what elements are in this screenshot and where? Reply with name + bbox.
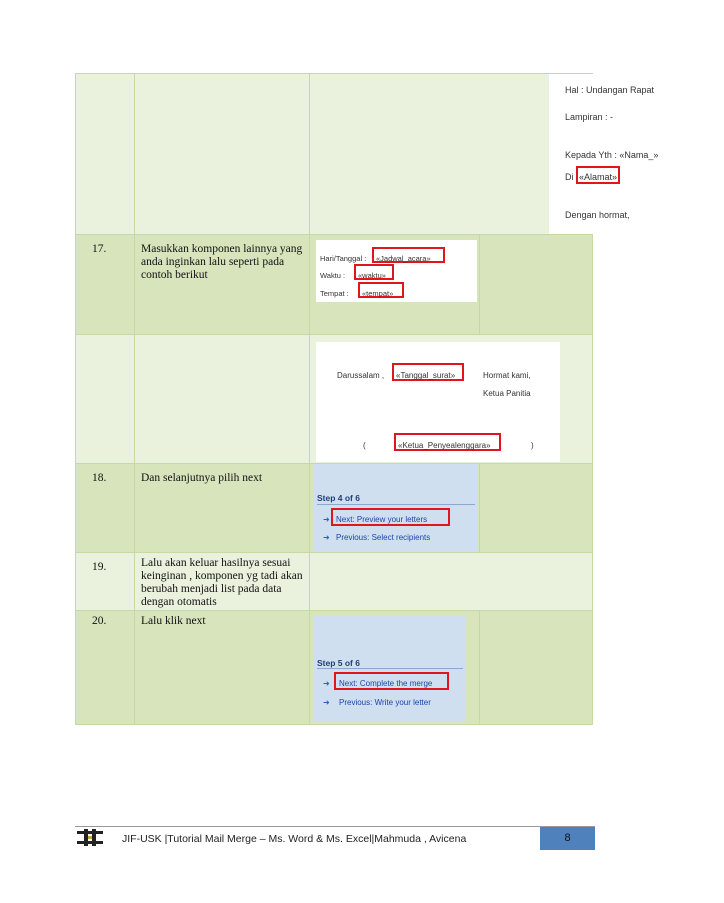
step-description: Dan selanjutnya pilih next: [135, 464, 310, 553]
step-number: 19.: [76, 553, 135, 611]
table-row: [76, 553, 593, 611]
table-row: [76, 235, 593, 335]
field-label: Waktu :: [320, 271, 346, 280]
wizard-step-title: Step 5 of 6: [317, 658, 360, 668]
step-number: 20.: [76, 611, 135, 725]
previous-link[interactable]: Previous: Select recipients: [336, 533, 431, 542]
field-label: Tempat :: [320, 289, 349, 298]
empty-cell: [480, 235, 593, 335]
step-number: [76, 335, 135, 464]
empty-cell: [480, 611, 593, 725]
step-description: [135, 335, 310, 464]
date-field: «Tanggal_surat»: [396, 371, 456, 380]
step-description: Lalu klik next: [135, 611, 310, 725]
field-value: «waktu»: [358, 271, 386, 280]
steps-table: [75, 73, 659, 725]
step-number: 18.: [76, 464, 135, 553]
signer-field: «Ketua_Penyealenggara»: [398, 441, 491, 450]
field-value: «Jadwal_acara»: [376, 254, 431, 263]
fields-screenshot: [310, 235, 480, 335]
field-value: «tempat»: [362, 289, 394, 298]
place-text: Darussalam ,: [337, 371, 385, 380]
footer-divider: [75, 826, 595, 827]
wizard-screenshot: [310, 464, 480, 553]
jif-logo-icon: [77, 829, 103, 846]
table-row: [76, 611, 593, 725]
letter-header-screenshot: [310, 74, 659, 235]
kepada-text: Kepada Yth : «Nama_»: [565, 150, 659, 160]
step-description: Masukkan komponen lainnya yang anda inginkan lalu seperti pada contoh berikut: [135, 235, 310, 335]
step-description: [135, 74, 310, 235]
wizard-step-title: Step 4 of 6: [317, 493, 360, 503]
hormat-text: Dengan hormat,: [565, 210, 630, 220]
table-row: [76, 464, 593, 553]
previous-link[interactable]: Previous: Write your letter: [339, 698, 431, 707]
empty-cell: [480, 464, 593, 553]
step-number: [76, 74, 135, 235]
table-row: [76, 74, 593, 235]
footer-text: JIF-USK |Tutorial Mail Merge – Ms. Word & Ms. Excel|Mahmuda , Avicena: [122, 833, 467, 845]
arrow-left-icon: ➜: [323, 533, 330, 542]
lampiran-text: Lampiran : -: [565, 112, 614, 122]
empty-cell: [310, 553, 593, 611]
di-text: Di: [565, 172, 574, 182]
wizard-screenshot: [310, 611, 480, 725]
arrow-right-icon: ➜: [323, 679, 330, 688]
alamat-field: «Alamat»: [579, 172, 618, 182]
next-link[interactable]: Next: Complete the merge: [339, 679, 433, 688]
hormat-text: Hormat kami,: [483, 371, 531, 380]
field-label: Hari/Tanggal :: [320, 254, 367, 263]
hal-text: Hal : Undangan Rapat: [565, 85, 655, 95]
step-number: 17.: [76, 235, 135, 335]
role-text: Ketua Panitia: [483, 389, 531, 398]
table-row: [76, 335, 593, 464]
open-paren: (: [363, 441, 366, 450]
closing-screenshot: [310, 335, 593, 464]
step-description: Lalu akan keluar hasilnya sesuai keinginan , komponen yg tadi akan berubah menjadi list pada data dengan otomatis: [135, 553, 310, 611]
arrow-left-icon: ➜: [323, 698, 330, 707]
page-number: 8: [540, 827, 595, 850]
close-paren: ): [531, 441, 534, 450]
arrow-right-icon: ➜: [323, 515, 330, 524]
next-link[interactable]: Next: Preview your letters: [336, 515, 428, 524]
